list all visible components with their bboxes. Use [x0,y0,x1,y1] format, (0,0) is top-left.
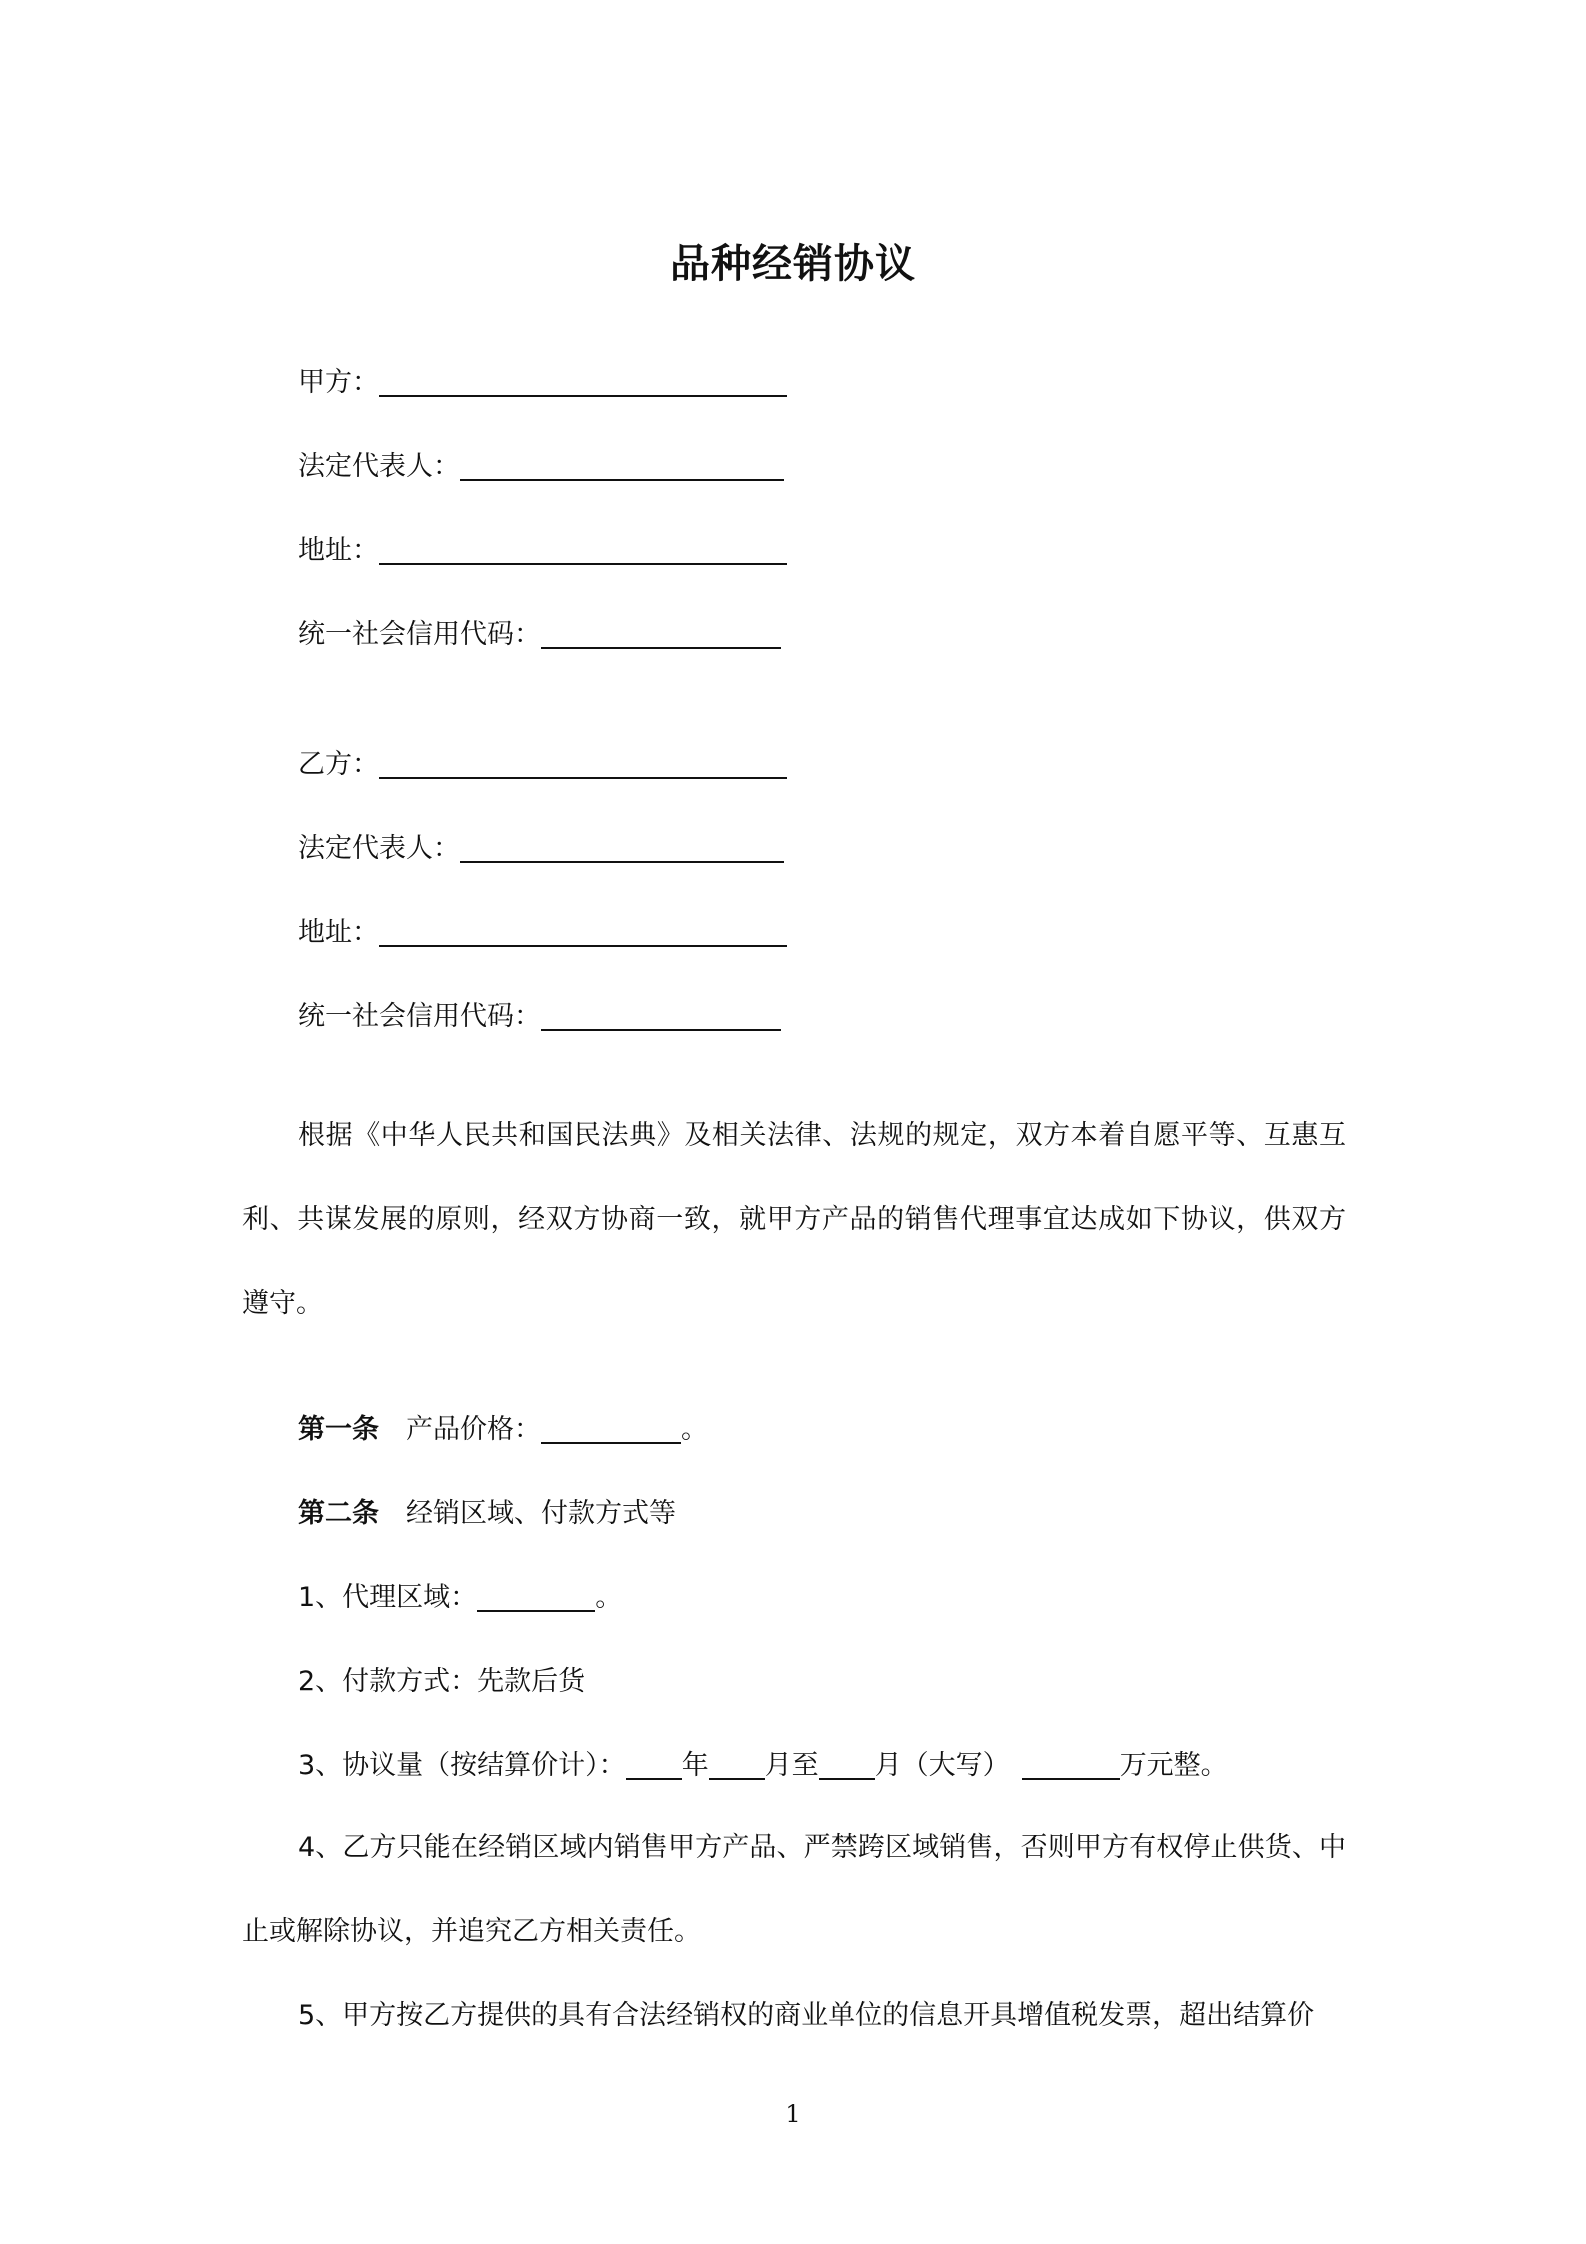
item-3-month-from: 月至 [764,1750,819,1781]
party-a-credit-code-label: 统一社会信用代码： [298,619,541,650]
party-a-credit-code-field[interactable] [541,617,781,649]
article-2-row [298,1496,676,1532]
party-b-address-field[interactable] [379,915,787,947]
article-2-title: 经销区域、付款方式等 [406,1498,676,1529]
month-to-field[interactable] [819,1748,875,1780]
month-from-field[interactable] [709,1748,765,1780]
item-2-text: 2、付款方式：先款后货 [298,1666,586,1697]
party-a-name-label: 甲方： [298,367,379,398]
party-a-credit-code-row [298,617,781,653]
item-3-end: 万元整。 [1119,1750,1228,1781]
party-b-name-row [298,747,787,783]
item-3-label: 3、协议量（按结算价计）： [298,1750,626,1781]
page-number: 1 [785,2100,801,2128]
preamble-paragraph: 根据《中华人民共和国民法典》及相关法律、法规的规定，双方本着自愿平等、互惠互利、共谋发展的原则，经双方协商一致，就甲方产品的销售代理事宜达成如下协议，供双方遵守。 [242,1120,1346,1319]
product-price-field[interactable] [541,1412,681,1444]
party-b-credit-code-row [298,999,781,1035]
item-1-end: 。 [595,1582,623,1613]
party-a-rep-field[interactable] [460,449,784,481]
amount-uppercase-field[interactable] [1022,1748,1120,1780]
item-3-year: 年 [681,1750,709,1781]
article-2-number: 第二条 [298,1498,379,1529]
party-b-credit-code-label: 统一社会信用代码： [298,1001,541,1032]
article-1-title: 产品价格： [406,1414,541,1445]
item-2-row [298,1664,585,1700]
party-a-name-field[interactable] [379,365,787,397]
party-b-address-label: 地址： [298,917,379,948]
item-1-row [298,1580,622,1616]
party-a-address-field[interactable] [379,533,787,565]
year-field[interactable] [626,1748,682,1780]
article-1-end: 。 [681,1414,708,1445]
party-b-address-row [298,915,787,951]
party-a-address-label: 地址： [298,535,379,566]
agency-region-field[interactable] [477,1580,595,1612]
item-1-label: 1、代理区域： [298,1582,478,1613]
article-1-number: 第一条 [298,1414,379,1445]
party-b-name-field[interactable] [379,747,787,779]
article-1-row [298,1412,708,1448]
party-b-credit-code-field[interactable] [541,999,781,1031]
document-title: 品种经销协议 [670,241,916,287]
party-a-rep-label: 法定代表人： [298,451,460,482]
party-a-address-row [298,533,787,569]
item-5-paragraph: 5、甲方按乙方提供的具有合法经销权的商业单位的信息开具增值税发票，超出结算价 [298,2000,1315,2031]
party-b-rep-field[interactable] [460,831,784,863]
item-4-paragraph: 4、乙方只能在经销区域内销售甲方产品、严禁跨区域销售，否则甲方有权停止供货、中止或解除协议，并追究乙方相关责任。 [242,1832,1346,1947]
party-a-name-row [298,365,787,401]
party-b-rep-row [298,831,784,867]
party-a-rep-row [298,449,784,485]
party-b-name-label: 乙方： [298,749,379,780]
party-b-rep-label: 法定代表人： [298,833,460,864]
item-3-row [298,1748,1228,1784]
item-3-month-to: 月（大写） [874,1750,1010,1781]
